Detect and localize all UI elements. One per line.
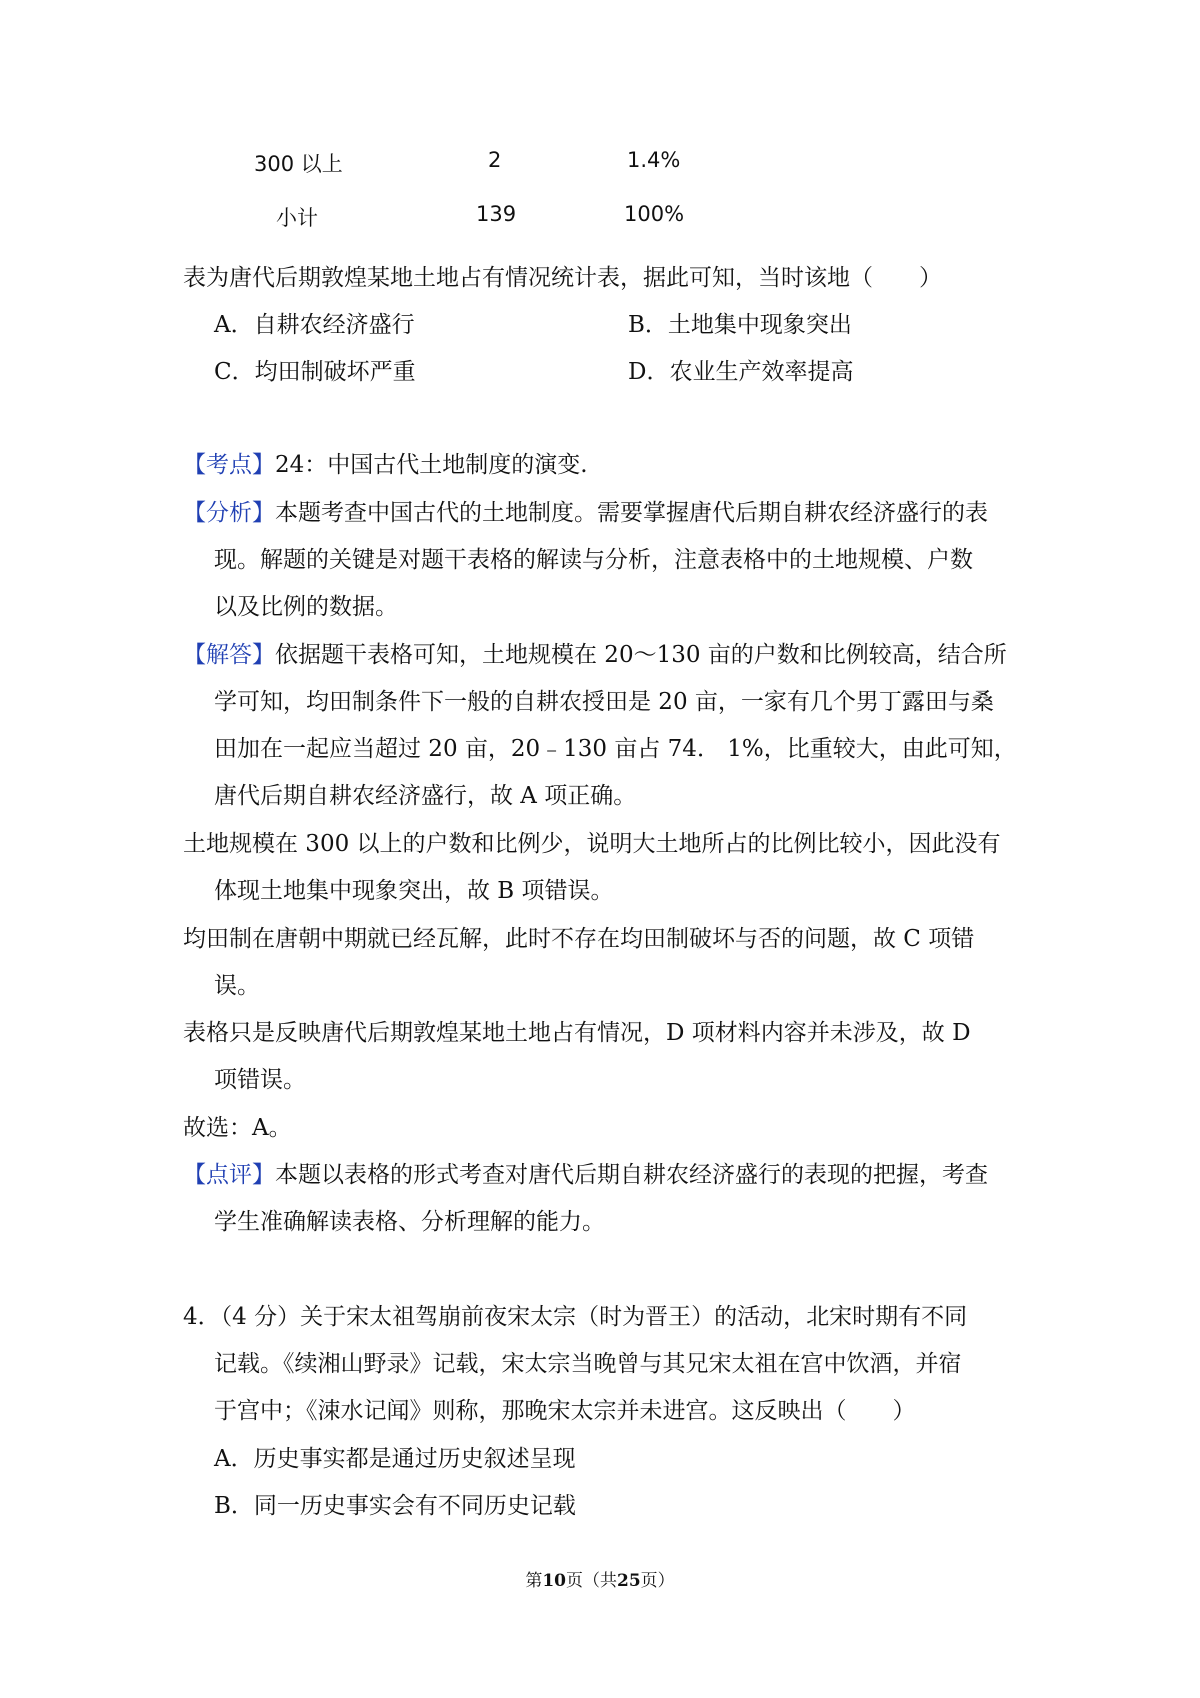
explanation-d-text: 表格只是反映唐代后期敦煌某地土地占有情况，D 项材料内容并未涉及，故 D	[183, 1020, 971, 1046]
table-cell-households: 139	[476, 202, 517, 226]
jieda-tag: 【解答】	[183, 642, 275, 668]
question3-option-d: D．农业生产效率提高	[628, 359, 854, 385]
table-cell-scale: 300 以上	[254, 152, 343, 176]
question3-stem: 表为唐代后期敦煌某地土地占有情况统计表，据此可知，当时该地（ ）	[183, 265, 942, 291]
kaodian-text: 24：中国古代土地制度的演变.	[275, 452, 588, 478]
kaodian-tag: 【考点】	[183, 452, 275, 478]
dianping-text: 学生准确解读表格、分析理解的能力。	[214, 1209, 605, 1235]
page-number: 10	[542, 1571, 566, 1591]
total-pages: 25	[617, 1571, 641, 1591]
explanation-b-text: 土地规模在 300 以上的户数和比例少，说明大土地所占的比例比较小，因此没有	[183, 831, 1001, 857]
question3-option-a: A．自耕农经济盛行	[214, 312, 415, 338]
question4-option-a: A．历史事实都是通过历史叙述呈现	[214, 1446, 576, 1472]
kaodian-line	[183, 448, 588, 482]
fenxi-text: 本题考查中国古代的土地制度。需要掌握唐代后期自耕农经济盛行的表	[275, 500, 988, 526]
explanation-d-text: 项错误。	[214, 1067, 306, 1093]
explanation-b-text: 体现土地集中现象突出，故 B 项错误。	[214, 878, 614, 904]
table-cell-scale: 小计	[276, 206, 318, 230]
table-cell-ratio: 1.4%	[627, 148, 681, 172]
question4-option-b: B．同一历史事实会有不同历史记载	[214, 1493, 576, 1519]
table-row	[0, 148, 1200, 188]
explanation-c-text: 误。	[214, 973, 260, 999]
question4-stem: 于宫中；《涑水记闻》则称，那晚宋太宗并未进宫。这反映出（ ）	[214, 1398, 916, 1424]
footer-prefix: 第	[525, 1571, 543, 1591]
question3-option-c: C．均田制破坏严重	[214, 359, 416, 385]
jieda-line	[183, 638, 1007, 672]
fenxi-text: 现。解题的关键是对题干表格的解读与分析，注意表格中的土地规模、户数	[214, 547, 973, 573]
jieda-text: 田加在一起应当超过 20 亩，20﹣130 亩占 74． 1%，比重较大，由此可知，	[214, 736, 1017, 762]
footer-mid: 页（共	[566, 1571, 617, 1591]
table-row	[0, 202, 1200, 242]
fenxi-tag: 【分析】	[183, 500, 275, 526]
answer-text: 故选：A。	[183, 1115, 292, 1141]
question4-stem: 4．（4 分）关于宋太祖驾崩前夜宋太宗（时为晋王）的活动，北宋时期有不同	[183, 1304, 968, 1330]
fenxi-text: 以及比例的数据。	[214, 594, 398, 620]
jieda-text: 学可知，均田制条件下一般的自耕农授田是 20 亩，一家有几个男丁露田与桑	[214, 689, 994, 715]
explanation-c-text: 均田制在唐朝中期就已经瓦解，此时不存在均田制破坏与否的问题，故 C 项错	[183, 926, 975, 952]
table-cell-ratio: 100%	[624, 202, 685, 226]
table-cell-households: 2	[488, 148, 502, 172]
fenxi-line	[183, 496, 988, 530]
question4-stem: 记载。《续湘山野录》记载，宋太宗当晚曾与其兄宋太祖在宫中饮酒，并宿	[214, 1351, 962, 1377]
dianping-line	[183, 1158, 988, 1192]
footer-suffix: 页）	[640, 1571, 675, 1591]
jieda-text: 依据题干表格可知，土地规模在 20～130 亩的户数和比例较高，结合所	[275, 642, 1007, 668]
jieda-text: 唐代后期自耕农经济盛行，故 A 项正确。	[214, 783, 637, 809]
page-footer	[0, 1566, 1200, 1591]
dianping-tag: 【点评】	[183, 1162, 275, 1188]
dianping-text: 本题以表格的形式考查对唐代后期自耕农经济盛行的表现的把握，考查	[275, 1162, 988, 1188]
question3-option-b: B．土地集中现象突出	[628, 312, 852, 338]
